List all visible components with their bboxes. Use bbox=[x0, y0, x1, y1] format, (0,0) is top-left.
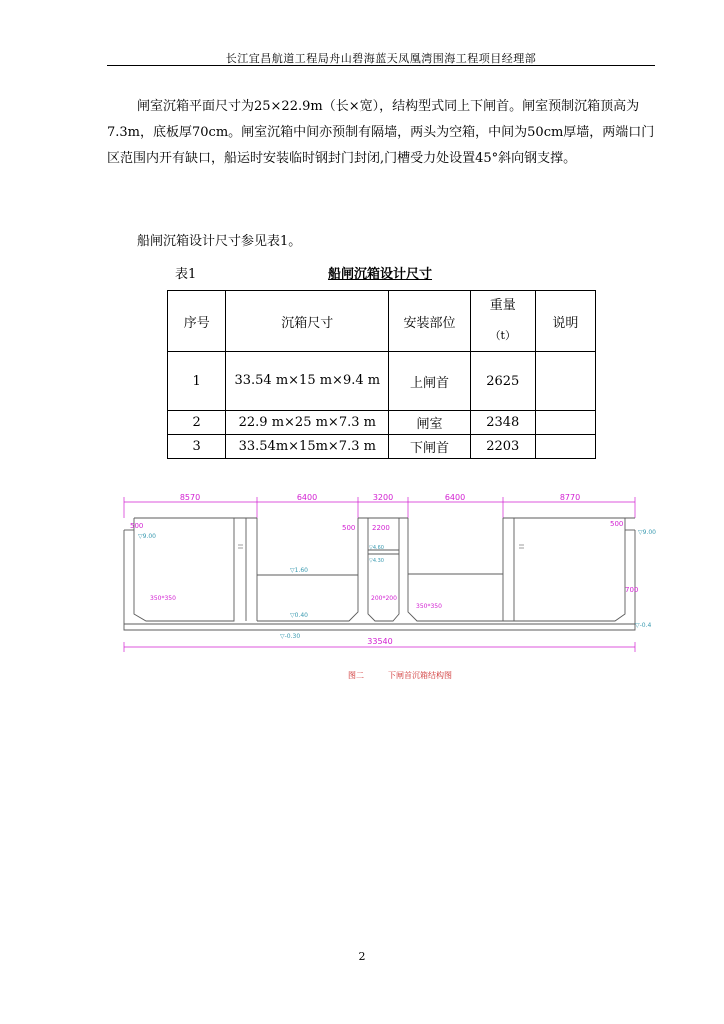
header-rule bbox=[107, 65, 655, 66]
dim-2200: 2200 bbox=[372, 524, 390, 532]
table-row bbox=[168, 411, 596, 435]
dim-700: 700 bbox=[625, 586, 639, 594]
cell-index: 2 bbox=[168, 411, 226, 435]
cell-location: 闸室 bbox=[389, 411, 471, 435]
caisson-section-drawing bbox=[110, 490, 656, 690]
dim-top-4: 6400 bbox=[444, 493, 466, 502]
chamfer-left: 350*350 bbox=[150, 595, 176, 602]
elev-bottom: ▽0.40 bbox=[290, 612, 308, 619]
page-number: 2 bbox=[358, 950, 366, 963]
elev-a: ▽-0.30 bbox=[280, 633, 301, 640]
chamfer-right: 350*350 bbox=[416, 603, 442, 610]
elev-mid: ▽1.60 bbox=[290, 567, 308, 574]
table-header-row bbox=[168, 291, 596, 352]
dim-500-right: 500 bbox=[610, 520, 624, 528]
dim-500-left: 500 bbox=[130, 522, 144, 530]
cell-index: 3 bbox=[168, 435, 226, 459]
table-title: 船闸沉箱设计尺寸 bbox=[328, 267, 433, 282]
paragraph-table-reference: 船闸沉箱设计尺寸参见表1。 bbox=[137, 234, 302, 249]
dim-top-2: 6400 bbox=[296, 493, 318, 502]
header-location: 安装部位 bbox=[389, 291, 471, 352]
cell-size: 33.54 m×15 m×9.4 m bbox=[226, 352, 389, 411]
header-weight bbox=[470, 291, 535, 352]
dim-top-1: 8570 bbox=[179, 493, 201, 502]
cell-weight: 2203 bbox=[470, 435, 535, 459]
header-weight-unit: （t） bbox=[489, 329, 516, 342]
drawing-caption-text: 下闸首沉箱结构图 bbox=[388, 671, 452, 680]
cell-note bbox=[535, 352, 595, 411]
cell-location: 上闸首 bbox=[389, 352, 471, 411]
cell-weight: 2625 bbox=[470, 352, 535, 411]
dim-total: 33540 bbox=[367, 637, 393, 646]
cell-weight: 2348 bbox=[470, 411, 535, 435]
cell-note bbox=[535, 435, 595, 459]
table-row bbox=[168, 435, 596, 459]
header-index: 序号 bbox=[168, 291, 226, 352]
header-weight-label: 重量 bbox=[489, 298, 516, 313]
dim-top-3: 3200 bbox=[372, 493, 394, 502]
dim-top-5: 8770 bbox=[559, 493, 581, 502]
cell-size: 22.9 m×25 m×7.3 m bbox=[226, 411, 389, 435]
header-size: 沉箱尺寸 bbox=[226, 291, 389, 352]
elev-right-bottom: ▽-0.4 bbox=[635, 622, 652, 629]
running-header: 长江宜昌航道工程局舟山碧海蓝天凤凰湾围海工程项目经理部 bbox=[225, 52, 537, 65]
elev-c: ▽4.30 bbox=[369, 558, 384, 564]
table-label: 表1 bbox=[175, 267, 197, 282]
caisson-spec-table bbox=[167, 290, 596, 459]
header-note: 说明 bbox=[535, 291, 595, 352]
elev-b: ▽4.60 bbox=[369, 545, 384, 551]
chamfer-mid: 200*200 bbox=[371, 595, 397, 602]
caisson-outline bbox=[124, 518, 635, 630]
elev-left-top: ▽9.00 bbox=[138, 533, 156, 540]
cell-index: 1 bbox=[168, 352, 226, 411]
table-row bbox=[168, 352, 596, 411]
paragraph-chamber-caisson: 闸室沉箱平面尺寸为25×22.9m（长×宽），结构型式同上下闸首。闸室预制沉箱顶高为7.3m，底板厚70cm。闸室沉箱中间亦预制有隔墙，两头为空箱，中间为50cm厚墙，两端口门区范围内开有缺口，船运时安装临时钢封门封闭,门槽受力处设置45°斜向钢支撑。 bbox=[107, 99, 655, 166]
cell-location: 下闸首 bbox=[389, 435, 471, 459]
elev-right-top: ▽9.00 bbox=[638, 529, 656, 536]
cell-note bbox=[535, 411, 595, 435]
cell-size: 33.54m×15m×7.3 m bbox=[226, 435, 389, 459]
dim-500-mid: 500 bbox=[342, 524, 356, 532]
drawing-caption-number: 图二 bbox=[348, 671, 364, 680]
